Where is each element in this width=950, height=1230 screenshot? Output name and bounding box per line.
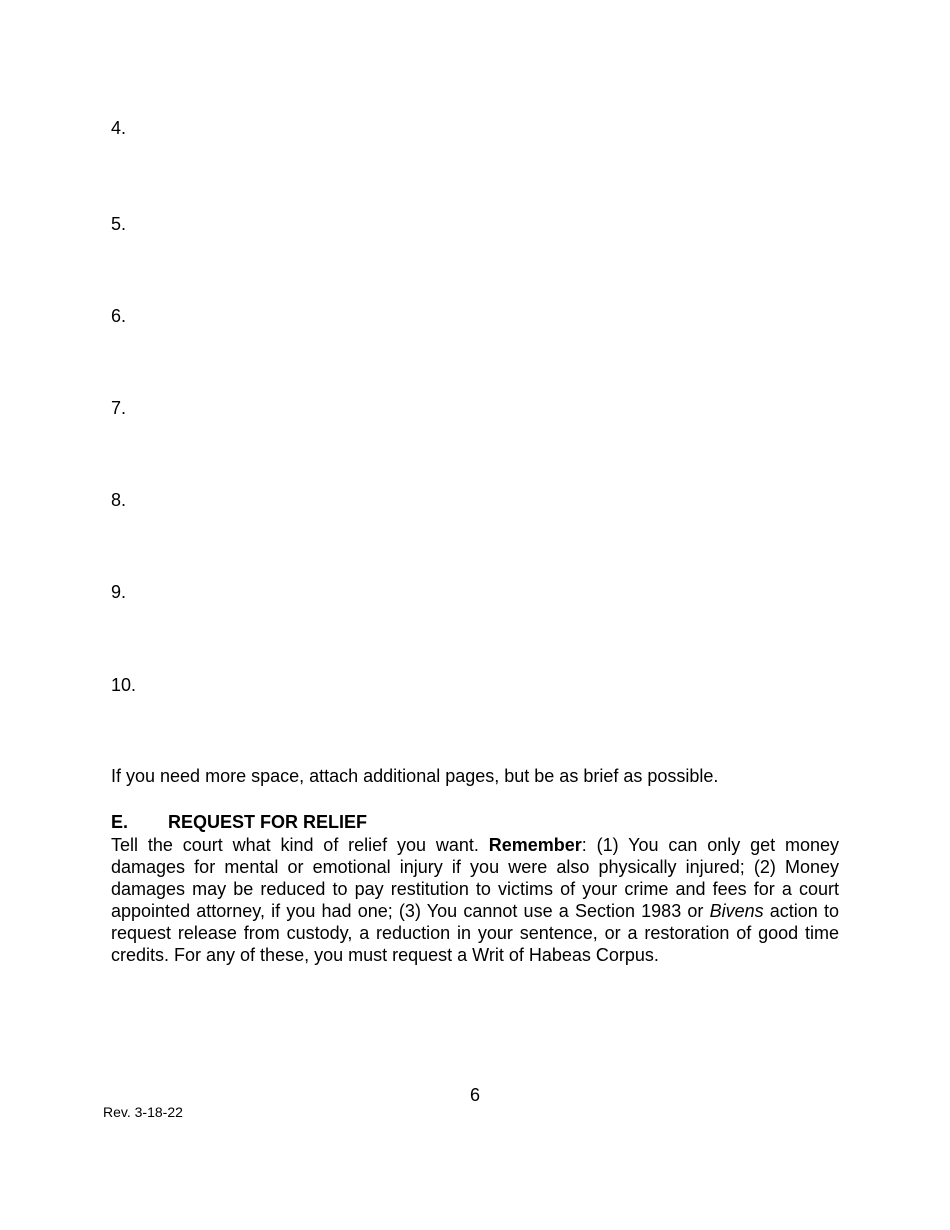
additional-space-note: If you need more space, attach additional pages, but be as brief as possible. <box>111 766 719 786</box>
section-letter: E. <box>111 812 129 832</box>
relief-text-part1: : (1) You can only get money damages for mental or emotional injury if you were also physically injured; (2) Money damages may be reduced to pay restitution to victims of your crime and fees for a court appointed attorney, if you had one; (3) You cannot use a Section 1983 or <box>111 835 839 921</box>
section-title: REQUEST FOR RELIEF <box>168 812 368 832</box>
list-item-number: 4. <box>111 118 127 138</box>
list-item-number: 10. <box>111 675 137 695</box>
bivens-term: Bivens <box>709 901 764 921</box>
list-item-number: 5. <box>111 214 127 234</box>
list-item-number: 7. <box>111 398 127 418</box>
list-item-number: 6. <box>111 306 127 326</box>
list-item-number: 8. <box>111 490 127 510</box>
relief-intro: Tell the court what kind of relief you want. <box>111 835 489 855</box>
remember-label: Remember <box>488 835 582 855</box>
relief-text-part2: action to request release from custody, a reduction in your sentence, or a restoration of good time credits. For any of these, you must request a Writ of Habeas Corpus. <box>111 901 840 965</box>
page-number: 6 <box>469 1085 480 1105</box>
relief-instructions <box>111 834 839 966</box>
section-heading <box>111 812 367 832</box>
list-item-number: 9. <box>111 582 127 602</box>
revision-date: Rev. 3-18-22 <box>103 1104 183 1120</box>
